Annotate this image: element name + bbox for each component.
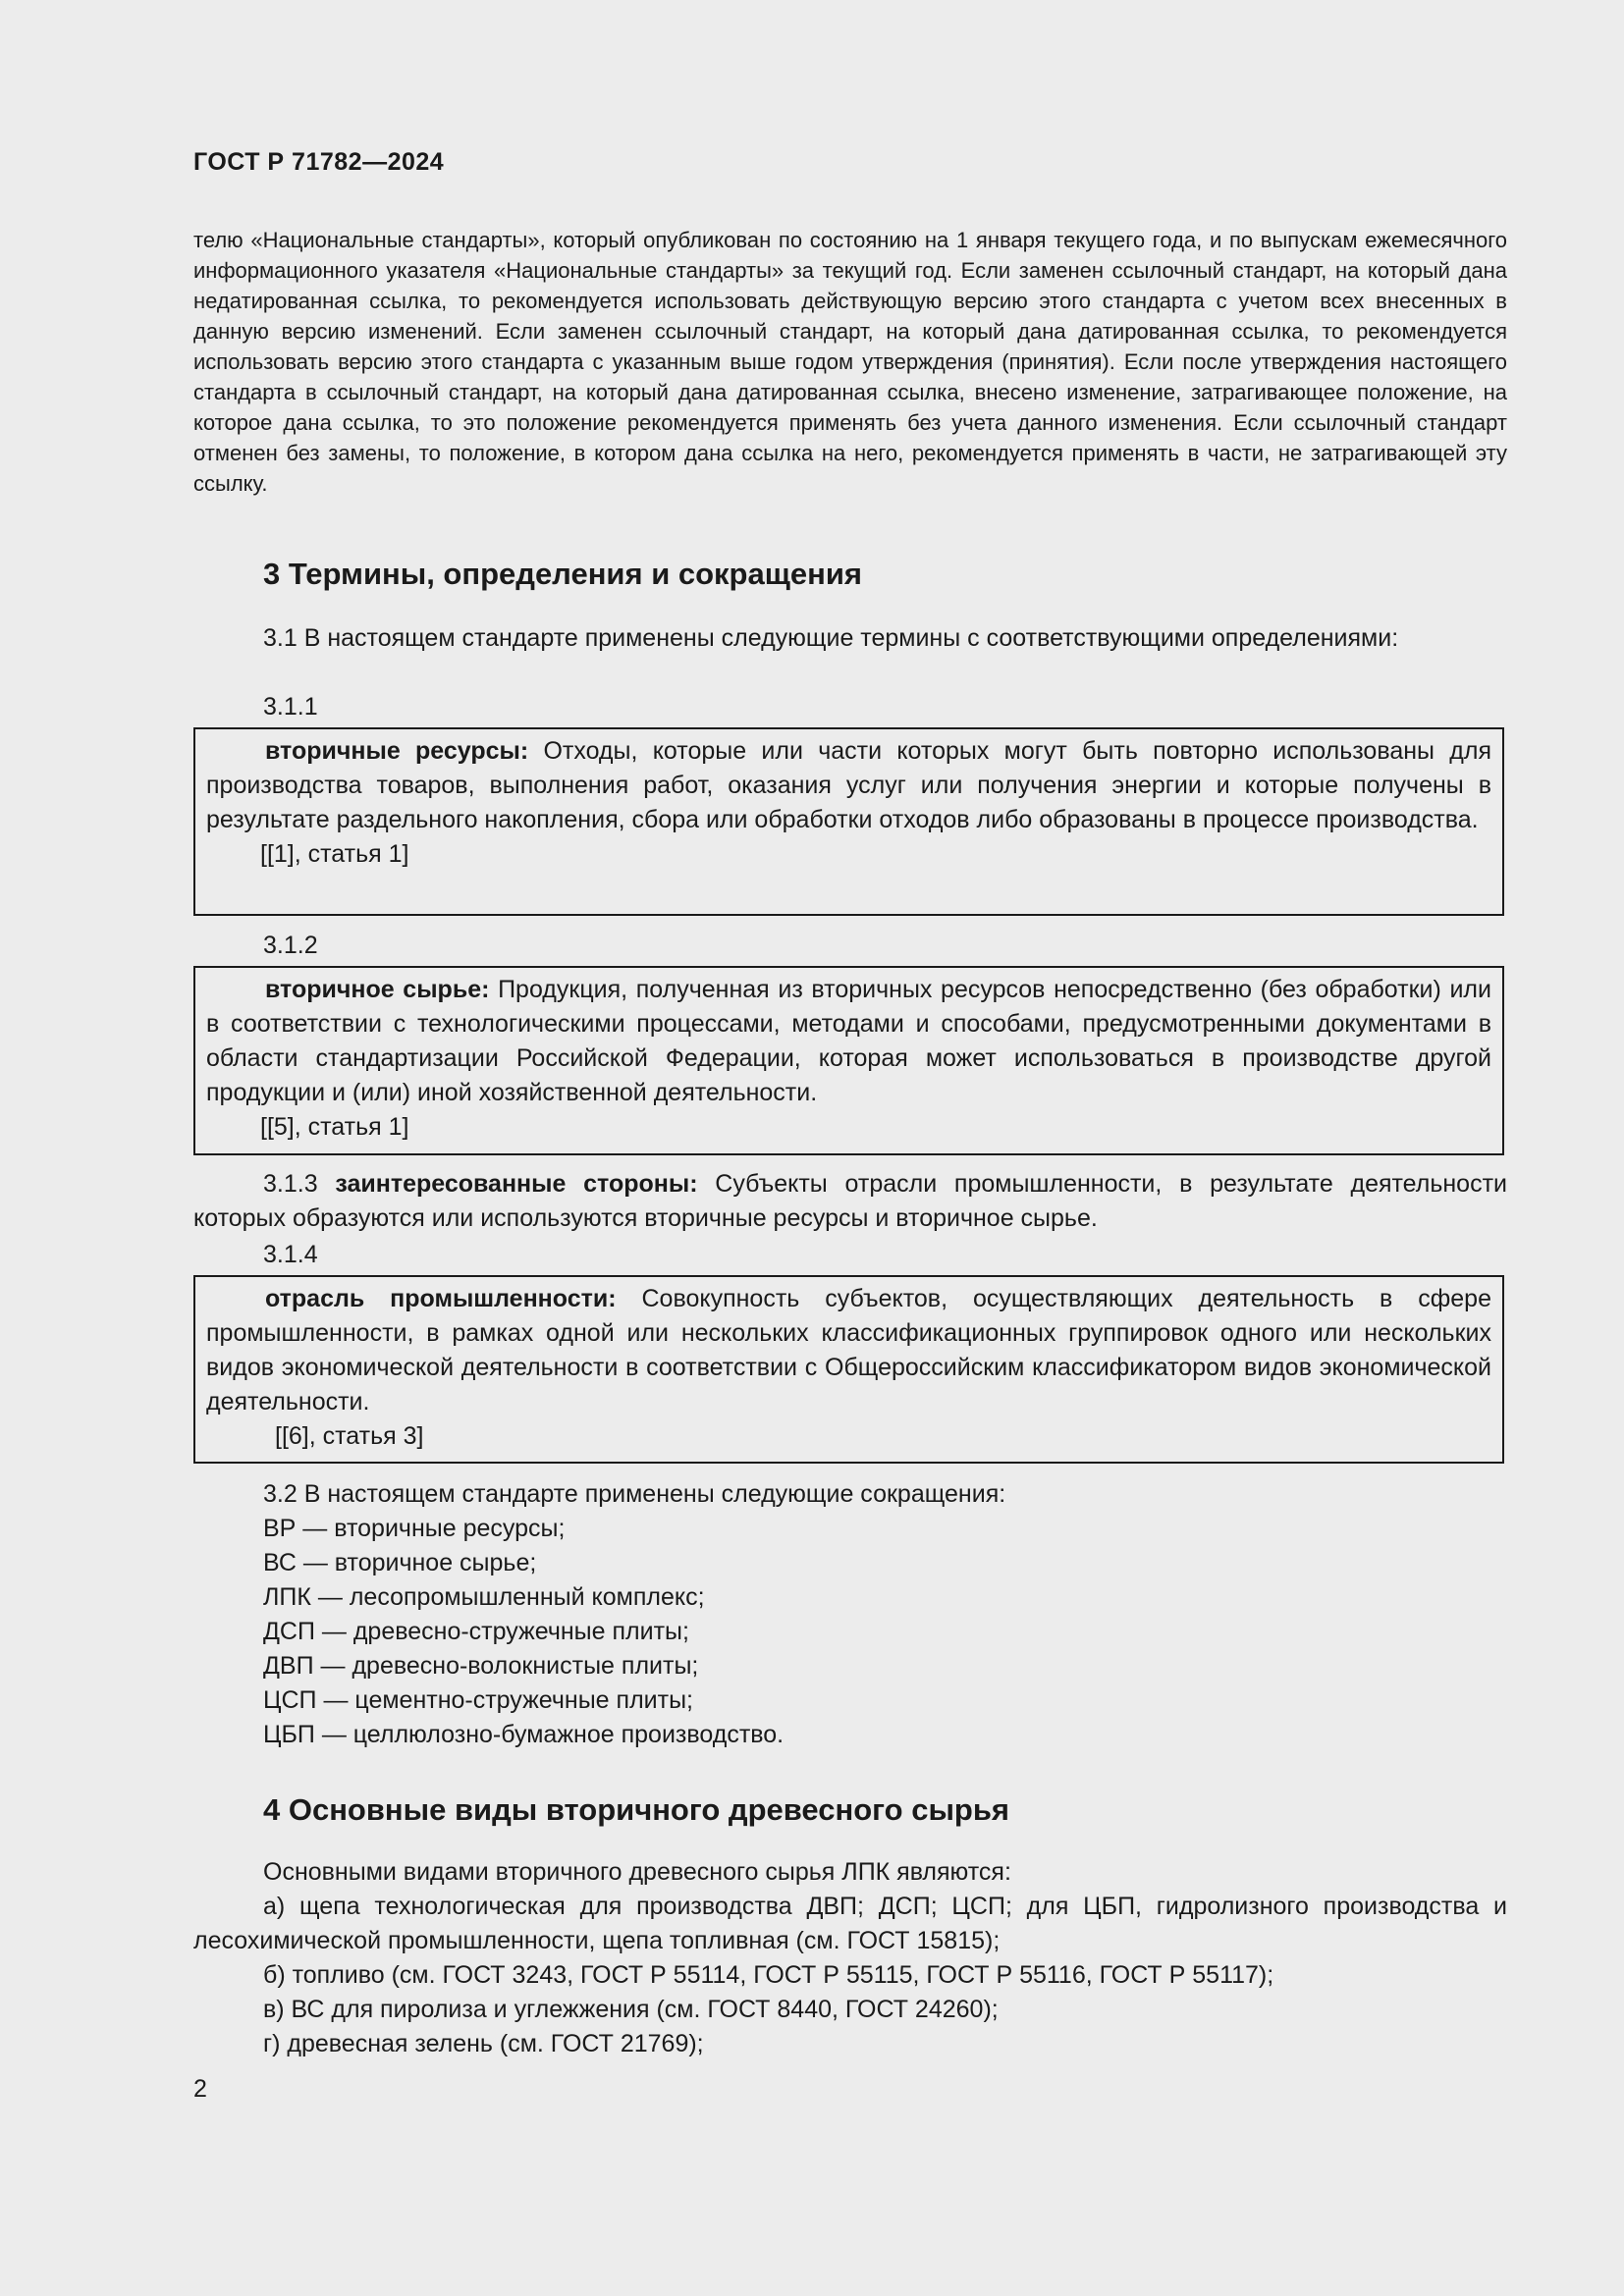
section-4-heading: 4 Основные виды вторичного древесного сырья — [263, 1792, 1009, 1827]
term-text: Совокупность субъектов, осуществляющих деятельность в сфере промышленности, в рамках одной или нескольких классификационных группировок одного или нескольких видов экономической деятельности в соответствии с Общероссийским классификатором видов экономической деятельности. — [206, 1285, 1491, 1415]
list-item: г) древесная зелень (см. ГОСТ 21769); — [263, 2030, 704, 2057]
term-text: Продукция, полученная из вторичных ресурсов непосредственно (без обработки) или в соответствии с технологическими процессами, методами и способами, предусмотренными документами в области стандартизации Российской Федерации, которая может использоваться в производстве другой продукции и (или) иной хозяйственной деятельности. — [206, 976, 1491, 1106]
term-definition — [206, 734, 1491, 837]
term-text: Отходы, которые или части которых могут быть повторно использованы для производства товаров, выполнения работ, оказания услуг или получения энергии и которые получены в результате раздельного накопления, сбора или обработки отходов либо образованы в процессе производства. — [206, 737, 1491, 833]
term-box-3-1-2 — [193, 966, 1504, 1155]
abbreviation-item: ДВП — древесно-волокнистые плиты; — [263, 1652, 699, 1680]
term-text: Субъекты отрасли промышленности, в результате деятельности которых образуются или используются вторичные ресурсы и вторичное сырье. — [193, 1170, 1507, 1232]
term-box-3-1-1 — [193, 727, 1504, 916]
term-name: вторичное сырье: — [265, 976, 490, 1003]
list-item: а) щепа технологическая для производства ДВП; ДСП; ЦСП; для ЦБП, гидролизного производства и лесохимической промышленности, щепа топливная (см. ГОСТ 15815); — [193, 1893, 1507, 1954]
page-number: 2 — [193, 2075, 207, 2103]
abbreviation-item: ВР — вторичные ресурсы; — [263, 1515, 566, 1542]
abbreviation-item: ВС — вторичное сырье; — [263, 1549, 537, 1576]
term-box-3-1-4 — [193, 1275, 1504, 1464]
term-name: заинтересованные стороны: — [335, 1170, 698, 1198]
document-header: ГОСТ Р 71782—2024 — [193, 148, 445, 176]
term-reference: [[1], статья 1] — [260, 840, 409, 868]
term-definition — [206, 973, 1491, 1110]
intro-paragraph: телю «Национальные стандарты», который опубликован по состоянию на 1 января текущего года, и по выпускам ежемесячного информационного указателя «Национальные стандарты» за текущий год. Если заменен ссылочный стандарт, на который дана недатированная ссылка, то рекомендуется использовать действующую версию этого стандарта с учетом всех внесенных в данную версию изменений. Если заменен ссылочный стандарт, на который дана датированная ссылка, то рекомендуется использовать версию этого стандарта с указанным выше годом утверждения (принятия). Если после утверждения настоящего стандарта в ссылочный стандарт, на который дана датированная ссылка, внесено изменение, затрагивающее положение, на которое дана ссылка, то это положение рекомендуется применять без учета данного изменения. Если ссылочный стандарт отменен без замены, то положение, в котором дана ссылка на него, рекомендуется применять в части, не затрагивающей эту ссылку. — [193, 228, 1507, 496]
term-number-3-1-4: 3.1.4 — [263, 1241, 318, 1268]
abbreviation-item: ЦСП — цементно-стружечные плиты; — [263, 1686, 693, 1714]
abbreviation-item: ДСП — древесно-стружечные плиты; — [263, 1618, 689, 1645]
list-item: б) топливо (см. ГОСТ 3243, ГОСТ Р 55114, ГОСТ Р 55115, ГОСТ Р 55116, ГОСТ Р 55117); — [263, 1961, 1274, 1989]
abbreviation-item: ЦБП — целлюлозно-бумажное производство. — [263, 1721, 785, 1748]
abbreviation-item: ЛПК — лесопромышленный комплекс; — [263, 1583, 705, 1611]
term-definition — [206, 1282, 1491, 1419]
term-reference: [[5], статья 1] — [260, 1113, 409, 1141]
term-number-3-1-3: 3.1.3 — [263, 1170, 318, 1198]
paragraph-3-2: 3.2 В настоящем стандарте применены следующие сокращения: — [263, 1480, 1006, 1508]
list-item: в) ВС для пиролиза и углежжения (см. ГОСТ 8440, ГОСТ 24260); — [263, 1996, 999, 2023]
term-3-1-3 — [193, 1167, 1507, 1236]
paragraph-3-1: 3.1 В настоящем стандарте применены следующие термины с соответствующими определениями: — [263, 624, 1399, 652]
term-number-3-1-1: 3.1.1 — [263, 693, 318, 721]
term-name: отрасль промышленности: — [265, 1285, 617, 1312]
section-4-lead: Основными видами вторичного древесного сырья ЛПК являются: — [263, 1858, 1011, 1886]
section-3-heading: 3 Термины, определения и сокращения — [263, 557, 862, 591]
term-reference: [[6], статья 3] — [275, 1422, 424, 1450]
term-name: вторичные ресурсы: — [265, 737, 529, 765]
term-number-3-1-2: 3.1.2 — [263, 932, 318, 959]
